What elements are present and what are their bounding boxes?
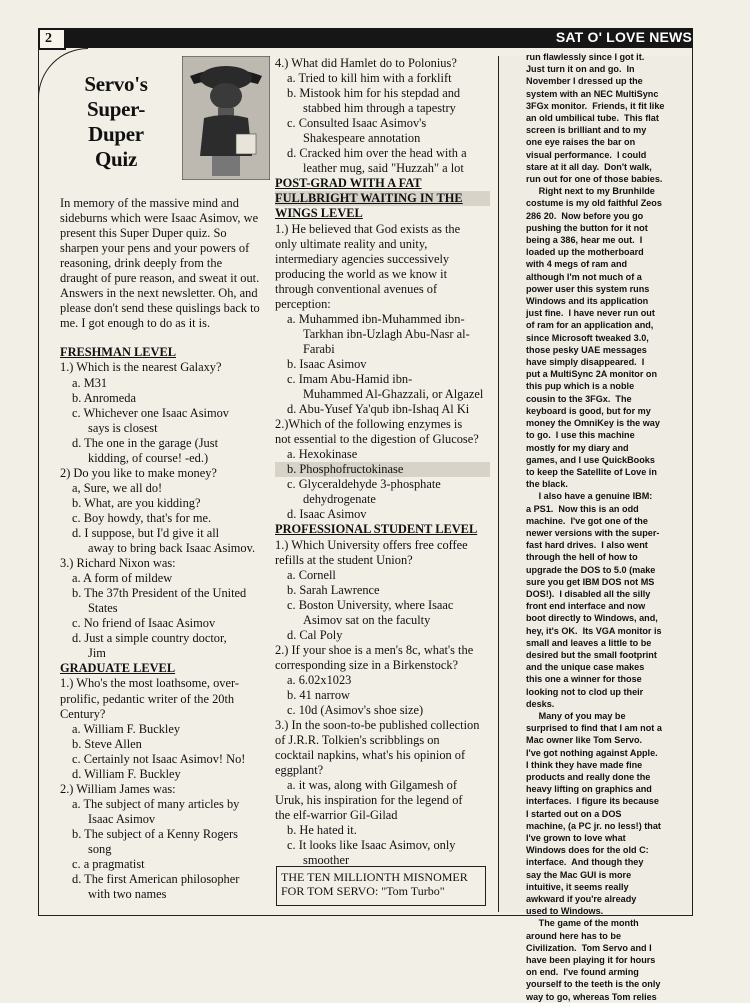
text-line: b. He hated it. xyxy=(287,823,357,838)
sidebar-line: a PS1. Now this is an odd xyxy=(526,503,639,514)
text-line: 2.) If your shoe is a men's 8c, what's the xyxy=(275,642,474,657)
sidebar-line: Just turn it on and go. In xyxy=(526,64,635,75)
text-line: c. Imam Abu-Hamid ibn- xyxy=(287,371,413,386)
text-line: c. Certainly not Isaac Asimov! No! xyxy=(72,751,246,766)
text-line: b. The 37th President of the United xyxy=(72,586,247,601)
sidebar-line: say the Mac GUI is more xyxy=(526,869,632,880)
text-line: FULLBRIGHT WAITING IN THE xyxy=(275,191,490,206)
title-line: Super- xyxy=(86,97,146,121)
sidebar-line: I've got nothing against Apple. xyxy=(526,747,658,758)
text-line: perception: xyxy=(275,296,331,311)
text-line: b. The subject of a Kenny Rogers xyxy=(72,826,238,841)
sidebar-line: yourself to the teeth is the only xyxy=(526,979,661,990)
text-line: me. I got enough to do as it is. xyxy=(60,316,211,331)
sidebar-line: with 4 megs of ram and xyxy=(526,259,628,270)
sidebar-line: Windows does for the old C: xyxy=(526,845,649,856)
sidebar-line: run out for one of those babies. xyxy=(526,174,663,185)
text-line: producing the world as we know it xyxy=(275,266,448,281)
sidebar-line: the black. xyxy=(526,479,568,490)
text-line: prolific, pedantic writer of the 20th xyxy=(60,691,235,706)
text-line: b. Phosphofructokinase xyxy=(275,462,490,477)
text-line: Isaac Asimov xyxy=(88,811,156,826)
text-line: c. Whichever one Isaac Asimov xyxy=(72,405,230,420)
text-line: States xyxy=(88,601,118,616)
sidebar-line: on end. I've found arming xyxy=(526,967,639,978)
text-line: c. It looks like Isaac Asimov, only xyxy=(287,838,456,853)
text-line: POST-GRAD WITH A FAT xyxy=(275,176,422,191)
text-line: through conventional avenues of xyxy=(275,281,438,296)
sidebar-line: I think they have made fine xyxy=(526,759,643,770)
text-line: b. Mistook him for his stepdad and xyxy=(287,86,461,101)
page-number: 2 xyxy=(38,28,66,50)
sidebar-line: used to Windows. xyxy=(526,906,604,917)
sidebar-line: visual performance. I could xyxy=(526,149,647,160)
sidebar-line: one eye raises the bar on xyxy=(526,137,636,148)
sidebar-line: to go. I use this machine xyxy=(526,430,635,441)
text-line: Asimov sat on the faculty xyxy=(303,612,431,627)
sidebar-line: machine, (a PC jr. no less!) that xyxy=(526,820,661,831)
text-line: 1.) Who's the most loathsome, over- xyxy=(60,676,239,691)
text-line: sideburns which were Isaac Asimov, we xyxy=(60,211,259,226)
text-line: reasoning, drink deeply from the xyxy=(60,256,223,271)
quiz-column-2 xyxy=(275,56,490,869)
sidebar-article xyxy=(526,51,666,1003)
sidebar-line: cousin to the 3FGx. The xyxy=(526,393,632,404)
text-line: PROFESSIONAL STUDENT LEVEL xyxy=(275,522,478,537)
text-line: 2.) William James was: xyxy=(60,781,176,796)
text-line: a. Cornell xyxy=(287,567,336,582)
sidebar-line: fast hard drives. I also went xyxy=(526,540,648,551)
sidebar-line: sure you get IBM DOS not MS xyxy=(526,576,655,587)
sidebar-line: November I dressed up the xyxy=(526,76,643,87)
text-line: the elf-warrior Gil-Gilad xyxy=(275,808,398,823)
text-line: 4.) What did Hamlet do to Polonius? xyxy=(275,56,457,70)
sidebar-line: and the unique case makes xyxy=(526,662,645,673)
text-line: a. William F. Buckley xyxy=(72,721,181,736)
intro-and-quiz-column-1 xyxy=(60,196,268,902)
sidebar-line: this one a winner for those xyxy=(526,674,642,685)
text-line: c. Consulted Isaac Asimov's xyxy=(287,116,427,131)
text-line: c. a pragmatist xyxy=(72,857,145,872)
text-line: 1.) He believed that God exists as the xyxy=(275,221,461,236)
sidebar-line: Windows and its application xyxy=(526,296,649,307)
text-line: sharpen your pens and your powers of xyxy=(60,241,250,256)
text-line: corresponding size in a Birkenstock? xyxy=(275,657,459,672)
sidebar-line: being a 386, hear me out. I xyxy=(526,235,643,246)
sidebar-line: boot directly to Windows, and, xyxy=(526,613,658,624)
sidebar-line: heavy lifting on graphics and xyxy=(526,784,652,795)
sidebar-line: loaded up the motherboard xyxy=(526,247,644,258)
text-line: a. Hexokinase xyxy=(287,447,358,462)
sidebar-line: have simply disappeared. I xyxy=(526,357,645,368)
sidebar-line: although I'm not much of a xyxy=(526,271,642,282)
sidebar-line: surprised to find that I am not a xyxy=(526,723,662,734)
text-line: 2.)Which of the following enzymes is xyxy=(275,417,463,432)
sidebar-line: power user this system runs xyxy=(526,283,650,294)
text-line: b. Isaac Asimov xyxy=(287,356,367,371)
text-line: eggplant? xyxy=(275,763,324,778)
text-line: only ultimate reality and unity, xyxy=(275,236,428,251)
sidebar-line: awkward if you're already xyxy=(526,894,637,905)
text-line: stabbed him through a tapestry xyxy=(303,101,456,116)
text-line: d. Isaac Asimov xyxy=(287,507,367,522)
text-line: a. A form of mildew xyxy=(72,571,173,586)
sidebar-line: 286 20. Now before you go xyxy=(526,210,644,221)
text-line: Answers in the next newsletter. Oh, and xyxy=(60,286,258,301)
text-line: d. The first American philosopher xyxy=(72,872,240,887)
text-line: d. I suppose, but I'd give it all xyxy=(72,525,220,540)
sidebar-line: small and leaves a little to be xyxy=(526,637,652,648)
title-line: Servo's xyxy=(84,72,148,96)
text-line: a, Sure, we all do! xyxy=(72,480,163,495)
sidebar-line: Civilization. Tom Servo and I xyxy=(526,942,652,953)
text-line: present this Super Duper quiz. So xyxy=(60,226,227,241)
sidebar-line: newer versions with the super- xyxy=(526,527,660,538)
sidebar-line: interface. And though they xyxy=(526,857,644,868)
misnomer-box xyxy=(276,866,486,906)
sidebar-line: stare at it all day. Don't walk, xyxy=(526,161,652,172)
text-line: leather mug, said "Huzzah" a lot xyxy=(303,161,464,176)
text-line: a. Muhammed ibn-Muhammed ibn- xyxy=(287,311,465,326)
sidebar-line: mostly for my diary and xyxy=(526,442,629,453)
text-line: a. 6.02x1023 xyxy=(287,672,352,687)
text-line: says is closest xyxy=(88,420,158,435)
text-line: 2) Do you like to make money? xyxy=(60,465,217,480)
sidebar-line: looking not to clod up their xyxy=(526,686,644,697)
sidebar-line: DOS!). I disabled all the silly xyxy=(526,588,651,599)
text-line: Jim xyxy=(88,646,106,661)
sidebar-line: screen is brilliant and to my xyxy=(526,125,647,136)
text-line: b. 41 narrow xyxy=(287,687,350,702)
sidebar-line: keyboard is good, but for my xyxy=(526,405,651,416)
text-line: draught of pure reason, and sweat it out. xyxy=(60,271,260,286)
sidebar-line: desired but the small footprint xyxy=(526,649,657,660)
masthead-title: SAT O' LOVE NEWS xyxy=(555,29,692,45)
text-line: a. it was, along with Gilgamesh of xyxy=(287,778,457,793)
text-line: b. Sarah Lawrence xyxy=(287,582,380,597)
text-line: a. Tried to kill him with a forklift xyxy=(287,71,452,86)
sidebar-line: Many of you may be xyxy=(526,710,626,721)
text-line: dehydrogenate xyxy=(303,492,376,507)
text-line: d. Abu-Yusef Ya'qub ibn-Ishaq Al Ki xyxy=(287,402,470,417)
sidebar-line: products and really done the xyxy=(526,771,651,782)
text-line: d. Just a simple country doctor, xyxy=(72,631,227,646)
text-line: FRESHMAN LEVEL xyxy=(60,345,177,360)
text-line: 3.) Richard Nixon was: xyxy=(60,556,176,571)
text-line: 1.) Which University offers free coffee xyxy=(275,537,468,552)
sidebar-line: way to go, whereas Tom relies xyxy=(526,991,657,1002)
sidebar-line: those pesky UAE messages xyxy=(526,344,647,355)
text-line: c. 10d (Asimov's shoe size) xyxy=(287,703,424,718)
sidebar-line: to keep the Satellite of Love in xyxy=(526,466,657,477)
text-line: In memory of the massive mind and xyxy=(60,196,239,210)
text-line: Century? xyxy=(60,706,106,721)
text-line: Shakespeare annotation xyxy=(303,131,421,146)
text-line: intermediary agencies successively xyxy=(275,251,450,266)
sidebar-line: hey, it's OK. Its VGA monitor is xyxy=(526,625,662,636)
text-line: Muhammed Al-Ghazzali, or Algazel xyxy=(303,387,484,402)
sidebar-line: I started out on a DOS xyxy=(526,808,622,819)
text-line: Farabi xyxy=(303,341,335,356)
text-line: b. What, are you kidding? xyxy=(72,495,201,510)
sidebar-line: just fine. I have never run out xyxy=(526,308,655,319)
title-line: Quiz xyxy=(95,147,137,171)
sidebar-line: have been playing it for hours xyxy=(526,955,656,966)
text-line: not essential to the digestion of Glucose? xyxy=(275,432,479,447)
text-line: d. Cal Poly xyxy=(287,627,343,642)
sidebar-line: costume is my old faithful Zeos xyxy=(526,198,662,209)
text-line: of J.R.R. Tolkien's scribblings on xyxy=(275,733,440,748)
text-line: with two names xyxy=(88,887,167,902)
text-line: d. Cracked him over the head with a xyxy=(287,146,467,161)
text-line: c. Boston University, where Isaac xyxy=(287,597,454,612)
text-line: GRADUATE LEVEL xyxy=(60,661,176,676)
sidebar-line: games, and I use QuickBooks xyxy=(526,454,655,465)
sidebar-line: put a MultiSync 2A monitor on xyxy=(526,369,658,380)
sidebar-line: of ram for an application and, xyxy=(526,320,654,331)
sidebar-line: The game of the month xyxy=(526,918,639,929)
text-line: c. No friend of Isaac Asimov xyxy=(72,616,216,631)
sidebar-line: through the hell of how to xyxy=(526,552,638,563)
misnomer-line-1: THE TEN MILLIONTH MISNOMER xyxy=(281,870,468,884)
sidebar-line: machine. I've got one of the xyxy=(526,515,648,526)
text-line: cocktail napkins, what's his opinion of xyxy=(275,748,466,763)
text-line: b. Steve Allen xyxy=(72,736,142,751)
text-line: d. The one in the garage (Just xyxy=(72,435,219,450)
sidebar-line: desks. xyxy=(526,698,555,709)
text-line: smoother xyxy=(303,853,350,868)
text-line xyxy=(60,331,268,345)
sidebar-line: Right next to my Brunhilde xyxy=(526,186,655,197)
text-line: a. The subject of many articles by xyxy=(72,796,240,811)
text-line: song xyxy=(88,841,112,856)
sidebar-line: interfaces. I figure its because xyxy=(526,796,659,807)
text-line: 3.) In the soon-to-be published collection xyxy=(275,718,480,733)
sidebar-line: pushing the button for it not xyxy=(526,222,648,233)
sidebar-line: I also have a genuine IBM: xyxy=(526,491,653,502)
sidebar-line: since Microsoft tweaked 3.0, xyxy=(526,332,649,343)
sidebar-line: money the OmniKey is the way xyxy=(526,418,660,429)
sidebar-line: an old umbilical tube. This flat xyxy=(526,113,659,124)
text-line: Uruk, his inspiration for the legend of xyxy=(275,793,463,808)
text-line: a. M31 xyxy=(72,375,108,390)
quiz-title xyxy=(56,72,176,172)
text-line: 1.) Which is the nearest Galaxy? xyxy=(60,360,222,375)
servo-photo xyxy=(182,56,270,180)
title-line: Duper xyxy=(88,122,144,146)
text-line: kidding, of course! -ed.) xyxy=(88,450,209,465)
sidebar-line: front end interface and now xyxy=(526,601,646,612)
sidebar-line: around here has to be xyxy=(526,930,621,941)
text-line: WINGS LEVEL xyxy=(275,206,363,221)
sidebar-line: upgrade the DOS to 5.0 (make xyxy=(526,564,656,575)
sidebar-line: intuitive, it seems really xyxy=(526,881,629,892)
sidebar-line: this pup which is a noble xyxy=(526,381,635,392)
text-line: refills at the student Union? xyxy=(275,552,413,567)
sidebar-line: run flawlessly since I got it. xyxy=(526,52,645,62)
text-line: b. Anromeda xyxy=(72,390,137,405)
sidebar-line: 3FGx monitor. Friends, it fit like xyxy=(526,100,665,111)
text-line: please don't send these quislings back to xyxy=(60,301,260,316)
misnomer-line-2: FOR TOM SERVO: "Tom Turbo" xyxy=(281,884,445,898)
sidebar-line: Mac owner like Tom Servo. xyxy=(526,735,643,746)
text-line: c. Boy howdy, that's for me. xyxy=(72,510,212,525)
sidebar-line: I've grown to love what xyxy=(526,833,626,843)
text-line: Tarkhan ibn-Uzlagh Abu-Nasr al- xyxy=(303,326,470,341)
text-line: away to bring back Isaac Asimov. xyxy=(88,541,256,556)
text-line: d. William F. Buckley xyxy=(72,766,181,781)
text-line: c. Glyceraldehyde 3-phosphate xyxy=(287,477,441,492)
sidebar-line: system with an NEC MultiSync xyxy=(526,88,659,99)
